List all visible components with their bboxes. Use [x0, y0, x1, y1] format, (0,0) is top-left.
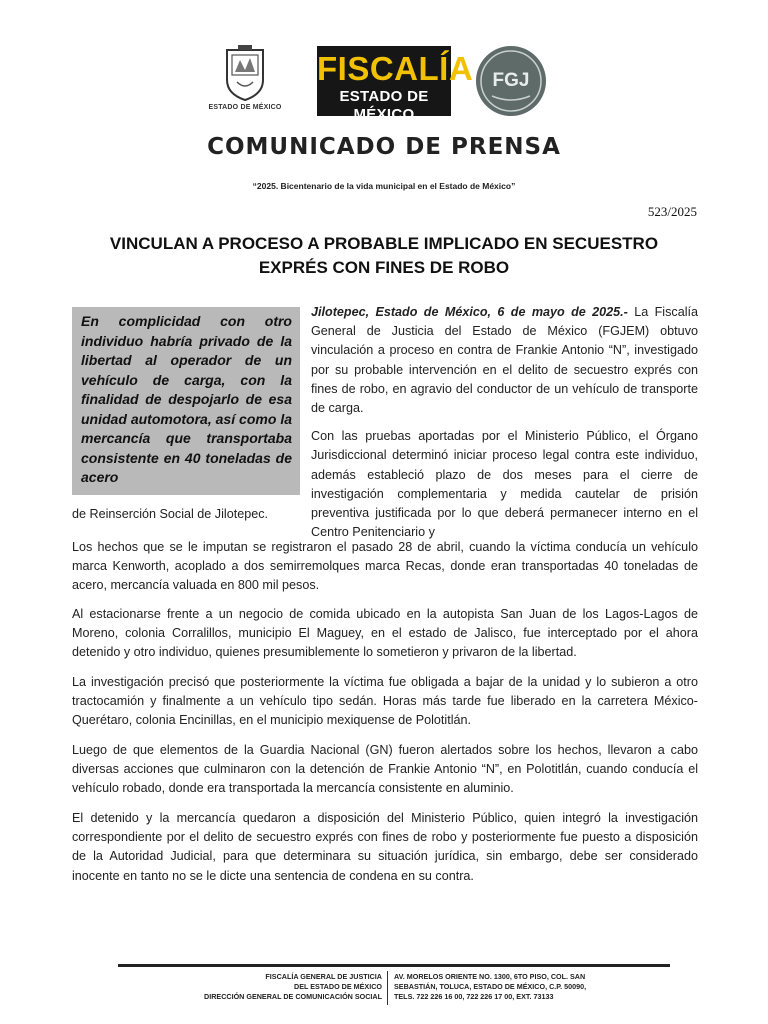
header-logos — [0, 44, 768, 122]
fiscalia-logo-line2: ESTADO DE MÉXICO — [339, 88, 429, 123]
paragraph-1-text: La Fiscalía General de Justicia del Estado de México (FGJEM) obtuvo vinculación a proceso en contra de Frankie Antonio “N”, investigado por su probable intervención en el delito de secuestro exprés con fines de robo, en agravio del conductor de un vehículo de transporte de carga. — [311, 305, 698, 416]
paragraph-2-tail: de Reinserción Social de Jilotepec. — [72, 507, 269, 521]
paragraph-7: El detenido y la mercancía quedaron a disposición del Ministerio Público, quien integró la investigación correspondiente por el delito de secuestro exprés con fines de robo y posteriormente fue puesto a disposición de la Autoridad Judicial, para que determinara su situación jurídica, sin embargo, debe ser considerado inocente en tanto no se le dicte una sentencia de condena en su contra. — [72, 811, 698, 883]
estado-caption: ESTADO DE MÉXICO — [208, 104, 282, 111]
paragraph-5: La investigación precisó que posteriormente la víctima fue obligada a bajar de la unidad y lo subieron a otro tractocamión y finalmente a un vehículo tipo sedán. Horas más tarde fue liberado en la carretera México-Querétaro, colonia Encinillas, en el municipio mexiquense de Polotitlán. — [72, 675, 698, 728]
footer-left-line-2: DEL ESTADO DE MÉXICO — [294, 982, 382, 991]
footer-left-line-3: DIRECCIÓN GENERAL DE COMUNICACIÓN SOCIAL — [204, 992, 382, 1001]
footer-address — [394, 972, 670, 1002]
paragraph-1 — [311, 303, 698, 418]
paragraph-6: Luego de que elementos de la Guardia Nacional (GN) fueron alertados sobre los hechos, llevaron a cabo diversas acciones que culminaron con la detención de Frankie Antonio “N”, en Polotitlán, cuando conducía el vehículo robado, donde era transportada la mercancía consistente en aluminio. — [72, 743, 698, 796]
paragraph-2: Con las pruebas aportadas por el Ministerio Público, el Órgano Jurisdiccional determinó iniciar proceso legal contra este individuo, además estableció plazo de dos meses para el cierre de investigación complementaria y medida cautelar de prisión preventiva justificada por lo que deberá permanecer interno en el Centro Penitenciario y — [311, 429, 698, 540]
footer-separator — [387, 971, 388, 1005]
fgj-seal-text: FGJ — [492, 70, 530, 91]
headline-line-1: VINCULAN A PROCESO A PROBABLE IMPLICADO EN SECUESTRO — [109, 234, 659, 253]
year-motto: “2025. Bicentenario de la vida municipal en el Estado de México” — [252, 181, 516, 191]
fiscalia-logo-line1: FISCALÍA — [317, 50, 474, 87]
fgj-seal-logo — [474, 44, 548, 118]
press-release-title: COMUNICADO DE PRENSA — [207, 134, 561, 160]
headline — [60, 232, 708, 280]
dateline: Jilotepec, Estado de México, 6 de mayo de 2025.- — [311, 305, 628, 319]
footer-right-line-2: SEBASTIÁN, TOLUCA, ESTADO DE MÉXICO, C.P. 50090, — [394, 982, 587, 991]
footer-divider — [118, 964, 670, 967]
footer-right-line-3: TELS. 722 226 16 00, 722 226 17 00, EXT. 73133 — [394, 992, 554, 1001]
footer-right-line-1: AV. MORELOS ORIENTE NO. 1300, 6TO PISO, COL. SAN — [394, 972, 586, 981]
release-number: 523/2025 — [647, 204, 697, 219]
footer-institution — [118, 972, 382, 1002]
paragraph-4: Al estacionarse frente a un negocio de comida ubicado en la autopista San Juan de los Lagos-Lagos de Moreno, colonia Corralillos, municipio El Maguey, en el estado de Jalisco, fue interceptado por el ahora detenido y otro individuo, quienes presumiblemente lo sometieron y privaron de la libertad. — [72, 607, 698, 660]
fiscalia-logo — [317, 46, 474, 123]
lead-summary-box: En complicidad con otro individuo habría privado de la libertad al operador de un vehículo de carga, con la finalidad de despojarlo de esa unidad automotora, así como la mercancía que transportaba consistente en 40 toneladas de acero — [72, 307, 300, 495]
fgj-seal-icon — [474, 44, 548, 118]
headline-line-2: EXPRÉS CON FINES DE ROBO — [258, 258, 510, 277]
footer-left-line-1: FISCALÍA GENERAL DE JUSTICIA — [265, 972, 382, 981]
paragraph-3: Los hechos que se le imputan se registraron el pasado 28 de abril, cuando la víctima conducía un vehículo marca Kenworth, acoplado a dos semirremolques marca Recas, donde eran transportadas 40 toneladas de acero, mercancía valuada en 800 mil pesos. — [72, 540, 698, 593]
state-coat-of-arms-icon — [223, 44, 267, 102]
estado-de-mexico-logo — [205, 44, 285, 122]
